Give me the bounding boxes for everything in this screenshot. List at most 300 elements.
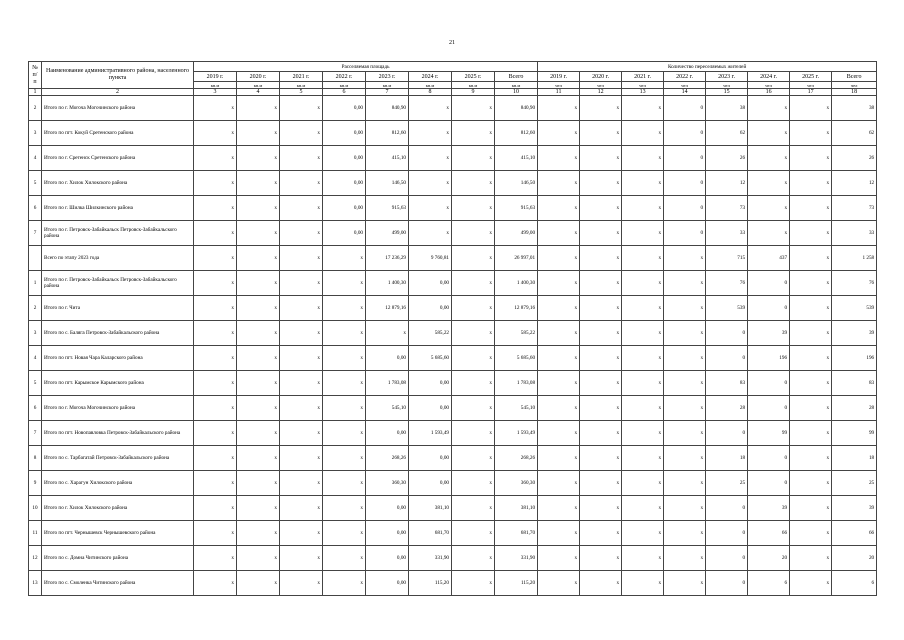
- area-cell: 0,00: [323, 146, 366, 171]
- people-cell: 26: [706, 146, 748, 171]
- people-cell: x: [580, 396, 622, 421]
- area-cell: 0,00: [366, 421, 409, 446]
- people-cell: x: [538, 296, 580, 321]
- people-cell: 20: [748, 546, 790, 571]
- area-cell: 115,20: [495, 571, 538, 596]
- area-cell: x: [452, 471, 495, 496]
- header-num: № п/п: [29, 62, 42, 89]
- header-column-number: 3: [194, 89, 237, 96]
- people-cell: 6: [748, 571, 790, 596]
- people-cell: x: [790, 521, 832, 546]
- people-cell: 76: [706, 271, 748, 296]
- people-cell: 0: [664, 96, 706, 121]
- area-cell: 415,10: [495, 146, 538, 171]
- people-cell: x: [790, 571, 832, 596]
- area-cell: x: [452, 121, 495, 146]
- header-column-numbers-row: [29, 89, 877, 96]
- people-cell: x: [664, 396, 706, 421]
- people-cell: x: [748, 121, 790, 146]
- table-row: [29, 296, 877, 321]
- header-column-number: 1: [29, 89, 42, 96]
- row-name: Итого по г. Хилок Хилокского района: [42, 171, 194, 196]
- area-cell: x: [280, 396, 323, 421]
- table-row: [29, 121, 877, 146]
- header-area-year: 2019 г.: [194, 72, 237, 82]
- area-cell: 0,00: [323, 96, 366, 121]
- people-cell: x: [538, 371, 580, 396]
- area-cell: x: [409, 196, 452, 221]
- area-cell: x: [452, 546, 495, 571]
- people-cell: 25: [832, 471, 877, 496]
- area-cell: x: [194, 571, 237, 596]
- people-cell: 33: [832, 221, 877, 246]
- area-cell: 915,63: [495, 196, 538, 221]
- header-area-unit: кв.м: [409, 82, 452, 89]
- people-cell: x: [580, 271, 622, 296]
- area-cell: 415,10: [366, 146, 409, 171]
- area-cell: x: [323, 396, 366, 421]
- people-cell: x: [622, 546, 664, 571]
- header-area-unit: кв.м: [194, 82, 237, 89]
- area-cell: x: [237, 146, 280, 171]
- people-cell: x: [664, 446, 706, 471]
- people-cell: 18: [832, 446, 877, 471]
- header-column-number: 2: [42, 89, 194, 96]
- row-number: 3: [29, 121, 42, 146]
- area-cell: x: [237, 421, 280, 446]
- header-column-number: 11: [538, 89, 580, 96]
- area-cell: x: [452, 171, 495, 196]
- people-cell: 39: [832, 496, 877, 521]
- page-number: 21: [449, 40, 455, 46]
- area-cell: x: [280, 521, 323, 546]
- row-name: Итого по пгт. Кокуй Сретенского района: [42, 121, 194, 146]
- area-cell: 115,20: [409, 571, 452, 596]
- people-cell: x: [664, 271, 706, 296]
- people-cell: x: [664, 546, 706, 571]
- area-cell: 812,60: [495, 121, 538, 146]
- area-cell: x: [280, 571, 323, 596]
- area-cell: x: [409, 171, 452, 196]
- header-name: Наименование административного района, населенного пункта: [42, 62, 194, 89]
- area-cell: x: [323, 371, 366, 396]
- row-number: 8: [29, 446, 42, 471]
- row-number: 6: [29, 196, 42, 221]
- header-column-number: 13: [622, 89, 664, 96]
- area-cell: 12 879,16: [366, 296, 409, 321]
- area-cell: 0,00: [323, 121, 366, 146]
- people-cell: 539: [706, 296, 748, 321]
- people-cell: x: [580, 496, 622, 521]
- area-cell: 331,90: [409, 546, 452, 571]
- area-cell: x: [237, 396, 280, 421]
- area-cell: x: [323, 321, 366, 346]
- area-cell: 0,00: [366, 571, 409, 596]
- people-cell: x: [790, 496, 832, 521]
- area-cell: x: [194, 471, 237, 496]
- area-cell: x: [452, 421, 495, 446]
- people-cell: x: [538, 196, 580, 221]
- table-row: [29, 346, 877, 371]
- people-cell: 83: [706, 371, 748, 396]
- area-cell: x: [237, 321, 280, 346]
- people-cell: 62: [706, 121, 748, 146]
- table-row: [29, 371, 877, 396]
- header-people-unit: чел: [748, 82, 790, 89]
- row-name: Итого по с. Тарбагатай Петровск-Забайкальского района: [42, 446, 194, 471]
- area-cell: x: [237, 96, 280, 121]
- area-cell: x: [237, 296, 280, 321]
- area-cell: x: [194, 496, 237, 521]
- area-cell: x: [237, 521, 280, 546]
- people-cell: x: [790, 346, 832, 371]
- people-cell: x: [748, 171, 790, 196]
- people-cell: 73: [832, 196, 877, 221]
- area-cell: x: [280, 121, 323, 146]
- people-cell: x: [580, 146, 622, 171]
- header-column-number: 4: [237, 89, 280, 96]
- people-cell: 18: [706, 446, 748, 471]
- header-people-unit: чел: [538, 82, 580, 89]
- table-row: [29, 396, 877, 421]
- row-name: Итого по с. Смоленка Читинского района: [42, 571, 194, 596]
- people-cell: 25: [706, 471, 748, 496]
- table-body: [29, 96, 877, 596]
- area-cell: x: [280, 421, 323, 446]
- row-number: 2: [29, 96, 42, 121]
- header-area-year: 2021 г.: [280, 72, 323, 82]
- people-cell: 38: [706, 96, 748, 121]
- people-cell: 0: [664, 121, 706, 146]
- area-cell: 812,60: [366, 121, 409, 146]
- people-cell: x: [538, 321, 580, 346]
- people-cell: x: [538, 96, 580, 121]
- area-cell: 0,00: [323, 221, 366, 246]
- people-cell: 28: [706, 396, 748, 421]
- area-cell: x: [280, 346, 323, 371]
- row-name: Итого по с. Баляга Петровск-Забайкальского района: [42, 321, 194, 346]
- header-column-number: 9: [452, 89, 495, 96]
- area-cell: x: [452, 571, 495, 596]
- area-cell: x: [194, 371, 237, 396]
- header-area-year: 2023 г.: [366, 72, 409, 82]
- people-cell: x: [790, 171, 832, 196]
- people-cell: x: [790, 471, 832, 496]
- area-cell: 840,90: [495, 96, 538, 121]
- people-cell: x: [580, 296, 622, 321]
- people-cell: x: [790, 396, 832, 421]
- area-cell: 0,00: [366, 521, 409, 546]
- people-cell: x: [622, 196, 664, 221]
- people-cell: 0: [706, 571, 748, 596]
- header-column-number: 10: [495, 89, 538, 96]
- people-cell: x: [580, 421, 622, 446]
- area-cell: 1 783,08: [366, 371, 409, 396]
- area-cell: x: [280, 271, 323, 296]
- people-cell: x: [790, 246, 832, 271]
- area-cell: 381,10: [495, 496, 538, 521]
- people-cell: x: [790, 271, 832, 296]
- area-cell: x: [323, 271, 366, 296]
- people-cell: 83: [832, 371, 877, 396]
- people-cell: 0: [706, 521, 748, 546]
- area-cell: x: [452, 246, 495, 271]
- table-row: [29, 246, 877, 271]
- area-cell: x: [280, 496, 323, 521]
- area-cell: x: [237, 496, 280, 521]
- row-name: Итого по г. Петровск-Забайкальск Петровск-Забайкальского района: [42, 271, 194, 296]
- people-cell: 0: [748, 396, 790, 421]
- area-cell: 5 685,60: [495, 346, 538, 371]
- row-name: Итого по с. Домна Читинского района: [42, 546, 194, 571]
- area-cell: x: [280, 196, 323, 221]
- people-cell: x: [538, 146, 580, 171]
- people-cell: 0: [706, 321, 748, 346]
- row-name: Итого по г. Могоча Могочинского района: [42, 396, 194, 421]
- people-cell: 0: [664, 146, 706, 171]
- people-cell: x: [622, 446, 664, 471]
- area-cell: x: [194, 521, 237, 546]
- area-cell: x: [280, 471, 323, 496]
- area-cell: 0,00: [366, 346, 409, 371]
- people-cell: x: [580, 371, 622, 396]
- area-cell: x: [194, 196, 237, 221]
- area-cell: x: [237, 346, 280, 371]
- header-area-year: 2022 г.: [323, 72, 366, 82]
- area-cell: 681,70: [409, 521, 452, 546]
- people-cell: 66: [748, 521, 790, 546]
- people-cell: x: [664, 346, 706, 371]
- area-cell: x: [280, 371, 323, 396]
- people-cell: x: [664, 571, 706, 596]
- people-cell: x: [748, 146, 790, 171]
- people-cell: x: [580, 221, 622, 246]
- header-column-number: 15: [706, 89, 748, 96]
- header-people-unit: чел: [622, 82, 664, 89]
- row-number: 5: [29, 371, 42, 396]
- area-cell: 360,30: [366, 471, 409, 496]
- area-cell: x: [280, 321, 323, 346]
- area-cell: 1 783,08: [495, 371, 538, 396]
- row-number: 5: [29, 171, 42, 196]
- people-cell: x: [622, 521, 664, 546]
- row-name: Итого по г. Петровск-Забайкальск Петровск-Забайкальского района: [42, 221, 194, 246]
- area-cell: x: [452, 496, 495, 521]
- area-cell: x: [280, 246, 323, 271]
- people-cell: x: [622, 271, 664, 296]
- row-number: 9: [29, 471, 42, 496]
- people-cell: x: [664, 521, 706, 546]
- people-cell: x: [580, 121, 622, 146]
- header-people-year: 2021 г.: [622, 72, 664, 82]
- people-cell: x: [622, 496, 664, 521]
- table-row: [29, 146, 877, 171]
- area-cell: x: [323, 246, 366, 271]
- area-cell: 545,10: [495, 396, 538, 421]
- area-cell: 1 400,30: [366, 271, 409, 296]
- area-cell: 840,90: [366, 96, 409, 121]
- people-cell: x: [622, 396, 664, 421]
- people-cell: x: [790, 421, 832, 446]
- area-cell: x: [194, 221, 237, 246]
- area-cell: x: [323, 521, 366, 546]
- people-cell: x: [580, 471, 622, 496]
- people-cell: 12: [706, 171, 748, 196]
- row-number: 7: [29, 221, 42, 246]
- header-area-unit: кв.м: [495, 82, 538, 89]
- people-cell: x: [580, 571, 622, 596]
- header-people-unit: чел: [664, 82, 706, 89]
- people-cell: x: [790, 146, 832, 171]
- area-cell: 0,00: [409, 396, 452, 421]
- area-cell: x: [194, 96, 237, 121]
- area-cell: x: [194, 271, 237, 296]
- people-cell: x: [790, 296, 832, 321]
- area-cell: 146,50: [366, 171, 409, 196]
- row-number: 7: [29, 421, 42, 446]
- header-people-year: 2023 г.: [706, 72, 748, 82]
- area-cell: 0,00: [323, 171, 366, 196]
- people-cell: x: [580, 246, 622, 271]
- row-name: Итого по г. Чита: [42, 296, 194, 321]
- area-cell: x: [452, 96, 495, 121]
- header-area-unit: кв.м: [323, 82, 366, 89]
- people-cell: x: [790, 221, 832, 246]
- area-cell: 0,00: [323, 196, 366, 221]
- area-cell: x: [280, 546, 323, 571]
- people-cell: x: [790, 371, 832, 396]
- people-cell: 62: [832, 121, 877, 146]
- area-cell: x: [280, 446, 323, 471]
- area-cell: 9 760,81: [409, 246, 452, 271]
- row-number: 1: [29, 271, 42, 296]
- table-row: [29, 221, 877, 246]
- people-cell: 38: [832, 96, 877, 121]
- people-cell: x: [622, 371, 664, 396]
- people-cell: x: [538, 121, 580, 146]
- row-number: 4: [29, 346, 42, 371]
- people-cell: 437: [748, 246, 790, 271]
- header-people-year: 2020 г.: [580, 72, 622, 82]
- row-number: 4: [29, 146, 42, 171]
- people-cell: 73: [706, 196, 748, 221]
- area-cell: 268,26: [495, 446, 538, 471]
- area-cell: x: [323, 421, 366, 446]
- resettlement-table: [28, 61, 877, 596]
- header-area-year: Всего: [495, 72, 538, 82]
- row-name: Итого по с. Харагун Хилокского района: [42, 471, 194, 496]
- row-name: Итого по г. Сретенск Сретенского района: [42, 146, 194, 171]
- header-area-year: 2024 г.: [409, 72, 452, 82]
- area-cell: x: [323, 296, 366, 321]
- people-cell: x: [580, 321, 622, 346]
- people-cell: 12: [832, 171, 877, 196]
- row-number: 13: [29, 571, 42, 596]
- area-cell: 585,22: [495, 321, 538, 346]
- area-cell: 681,70: [495, 521, 538, 546]
- area-cell: x: [194, 146, 237, 171]
- area-cell: x: [452, 371, 495, 396]
- people-cell: 196: [748, 346, 790, 371]
- area-cell: x: [237, 371, 280, 396]
- row-number: 2: [29, 296, 42, 321]
- header-column-number: 12: [580, 89, 622, 96]
- area-cell: x: [194, 121, 237, 146]
- people-cell: 0: [748, 471, 790, 496]
- people-cell: 99: [748, 421, 790, 446]
- header-people-year: Всего: [832, 72, 877, 82]
- header-column-number: 5: [280, 89, 323, 96]
- people-cell: x: [664, 296, 706, 321]
- people-cell: x: [790, 546, 832, 571]
- header-area-unit: кв.м: [366, 82, 409, 89]
- people-cell: x: [748, 221, 790, 246]
- people-cell: 0: [748, 446, 790, 471]
- people-cell: x: [664, 321, 706, 346]
- people-cell: x: [538, 496, 580, 521]
- people-cell: x: [580, 346, 622, 371]
- people-cell: 26: [832, 146, 877, 171]
- table-row: [29, 521, 877, 546]
- area-cell: x: [280, 221, 323, 246]
- area-cell: x: [323, 546, 366, 571]
- area-cell: x: [409, 121, 452, 146]
- header-people-year: 2024 г.: [748, 72, 790, 82]
- people-cell: x: [664, 421, 706, 446]
- table-row: [29, 546, 877, 571]
- table-row: [29, 421, 877, 446]
- area-cell: 360,30: [495, 471, 538, 496]
- area-cell: x: [409, 96, 452, 121]
- row-name: Итого по пгт. Новопавловка Петровск-Забайкальского района: [42, 421, 194, 446]
- row-number: 10: [29, 496, 42, 521]
- people-cell: x: [622, 296, 664, 321]
- area-cell: x: [237, 546, 280, 571]
- area-cell: x: [452, 321, 495, 346]
- area-cell: 0,00: [409, 271, 452, 296]
- area-cell: 381,10: [409, 496, 452, 521]
- area-cell: x: [452, 196, 495, 221]
- people-cell: x: [538, 571, 580, 596]
- header-column-number: 8: [409, 89, 452, 96]
- people-cell: x: [538, 346, 580, 371]
- row-number: 11: [29, 521, 42, 546]
- people-cell: 20: [832, 546, 877, 571]
- area-cell: x: [452, 346, 495, 371]
- area-cell: x: [452, 396, 495, 421]
- area-cell: x: [323, 471, 366, 496]
- area-cell: x: [237, 171, 280, 196]
- header-area-unit: кв.м: [452, 82, 495, 89]
- area-cell: x: [452, 221, 495, 246]
- row-name: Итого по г. Могоча Могочинского района: [42, 96, 194, 121]
- row-number: [29, 246, 42, 271]
- area-cell: x: [452, 521, 495, 546]
- people-cell: x: [538, 521, 580, 546]
- header-people-unit: чел: [832, 82, 877, 89]
- people-cell: x: [580, 196, 622, 221]
- table-row: [29, 571, 877, 596]
- people-cell: 0: [706, 496, 748, 521]
- people-cell: 0: [664, 196, 706, 221]
- people-cell: x: [790, 96, 832, 121]
- people-cell: 0: [748, 271, 790, 296]
- table-row: [29, 171, 877, 196]
- people-cell: x: [790, 321, 832, 346]
- people-cell: x: [580, 446, 622, 471]
- area-cell: x: [323, 496, 366, 521]
- area-cell: x: [194, 421, 237, 446]
